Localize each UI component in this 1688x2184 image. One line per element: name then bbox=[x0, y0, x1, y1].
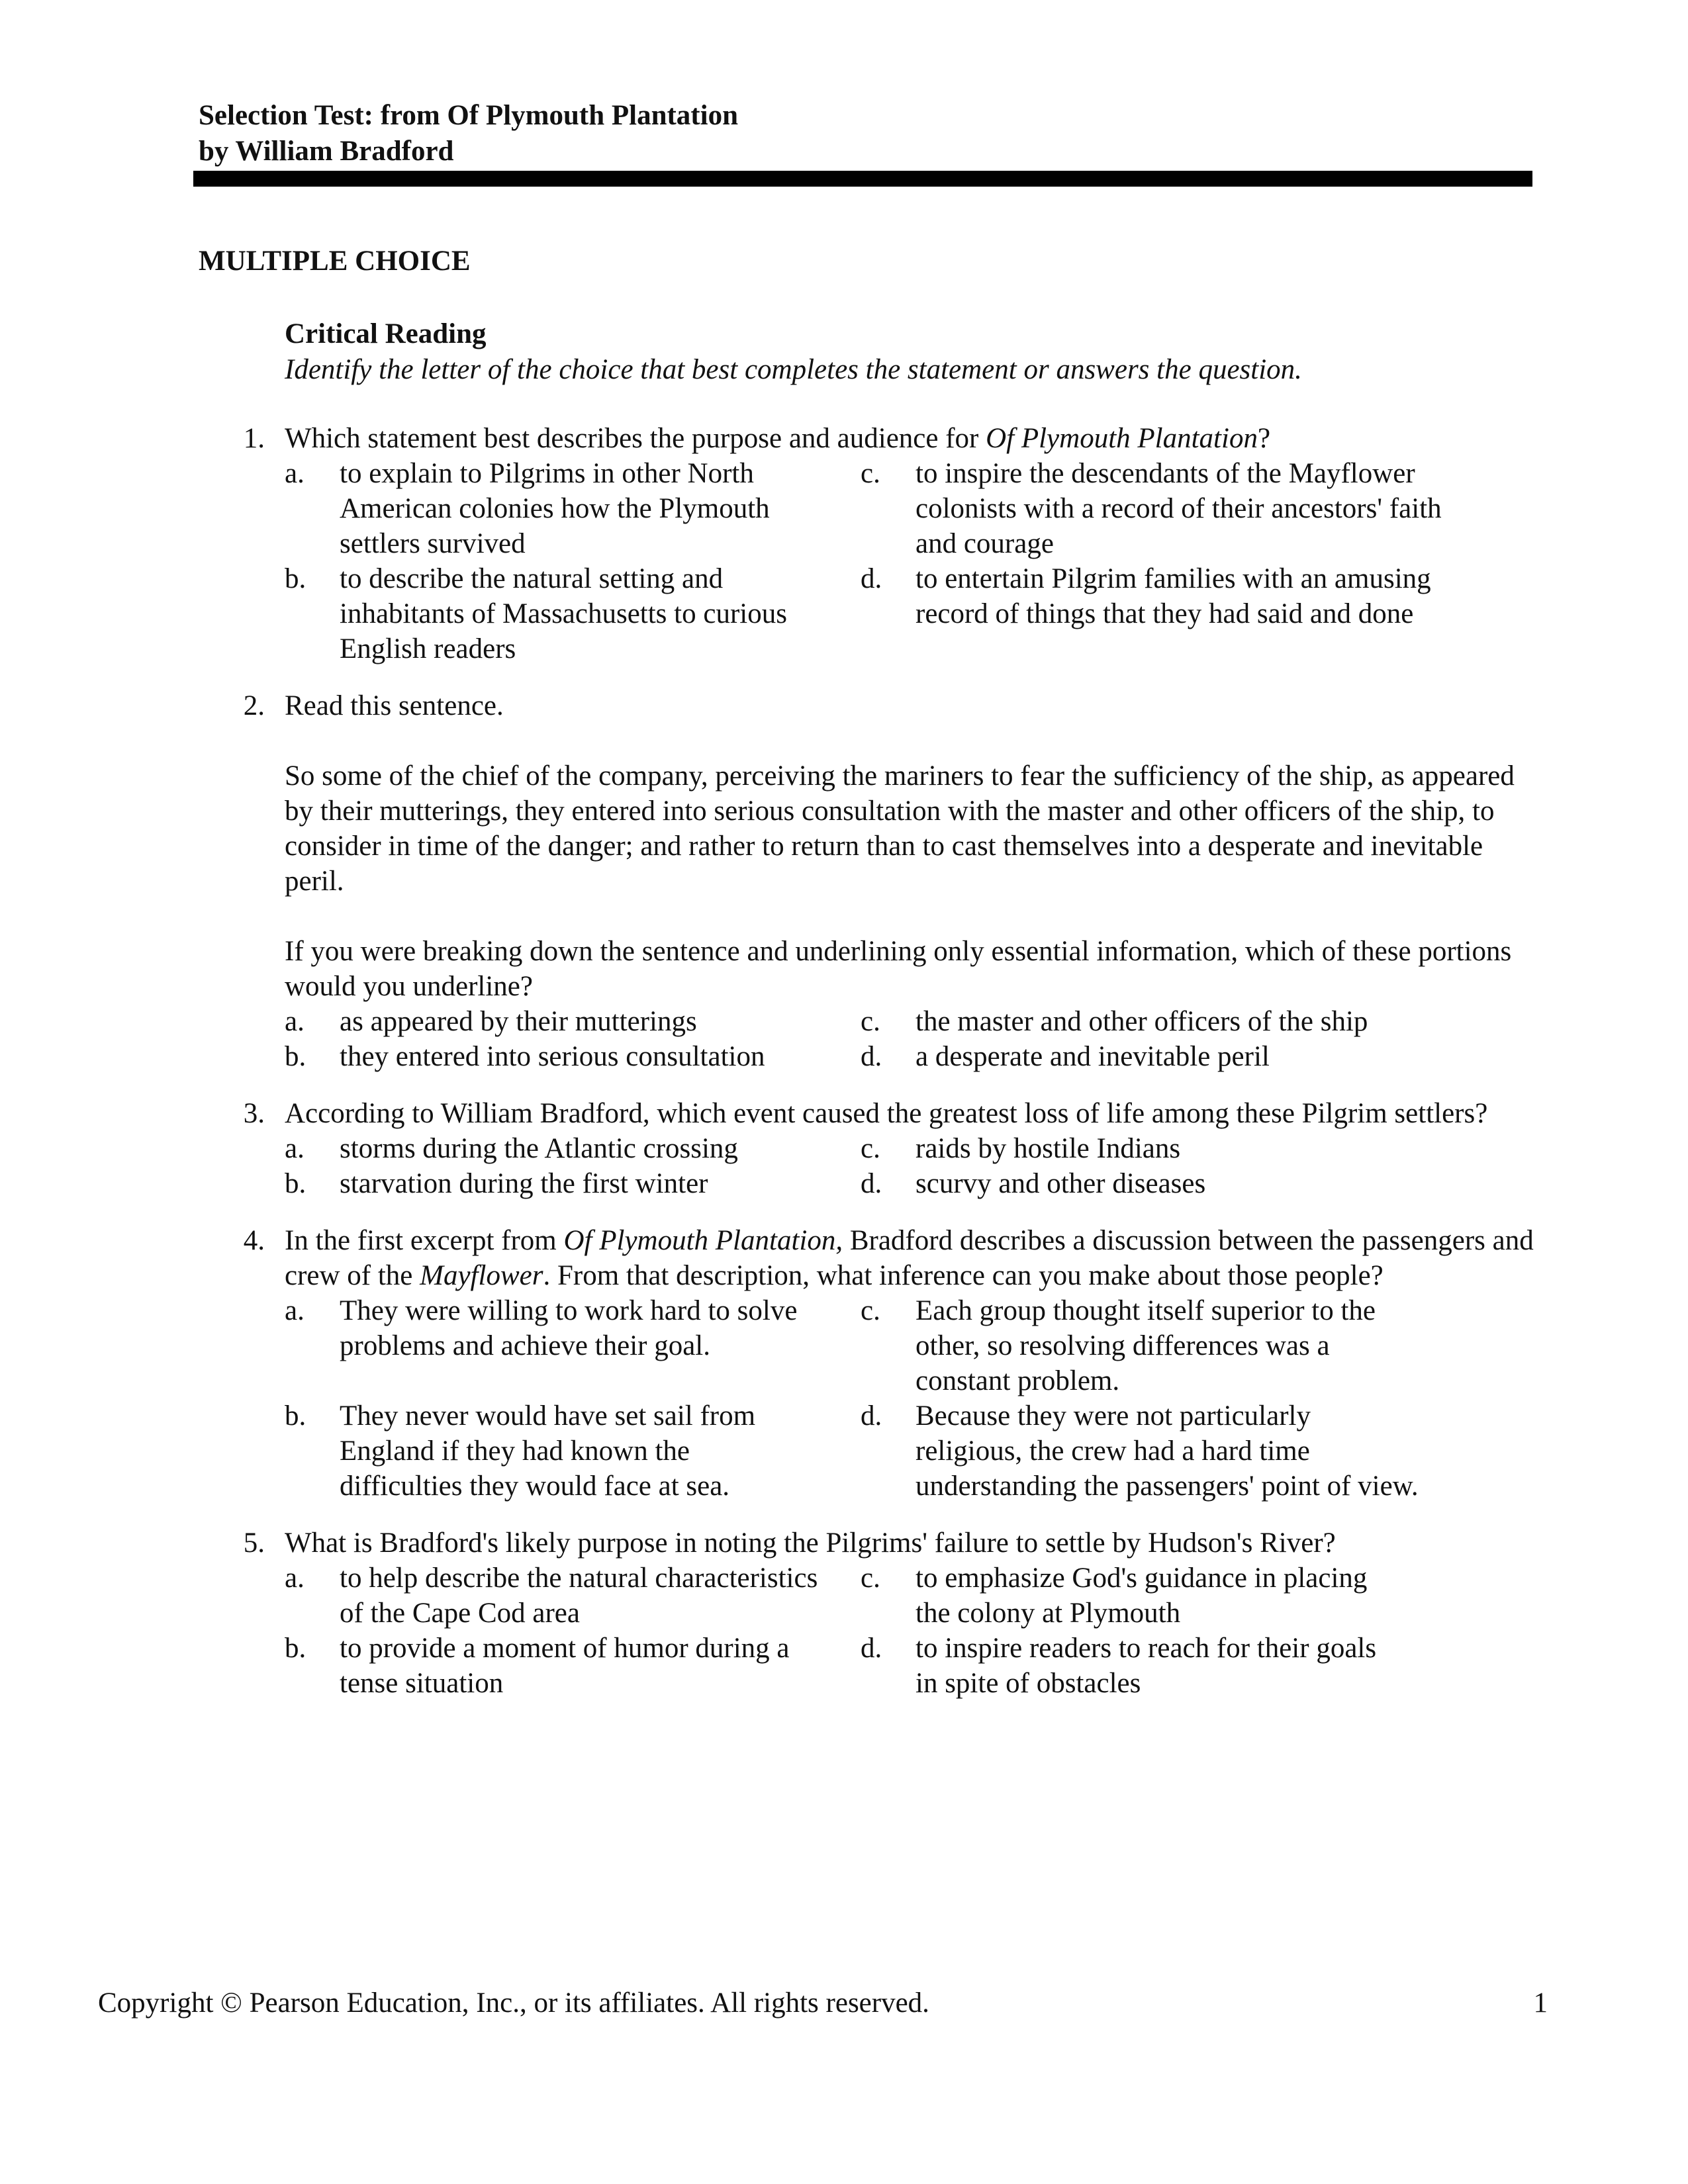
question-text: What is Bradford's likely purpose in noting the Pilgrims' failure to settle by Hudson's River? bbox=[285, 1527, 1336, 1559]
choice-a[interactable]: a. They were willing to work hard to solve problems and achieve their goal. bbox=[285, 1295, 798, 1361]
question-number: 2. bbox=[243, 690, 265, 721]
choice-c[interactable]: c. Each group thought itself superior to the other, so resolving differences was a constant problem. bbox=[861, 1295, 1376, 1396]
choice-b[interactable]: b. starvation during the first winter bbox=[285, 1168, 708, 1199]
question-3 bbox=[225, 1096, 1542, 1201]
choices bbox=[285, 1561, 1542, 1701]
page-footer bbox=[98, 1985, 1548, 2021]
question-5 bbox=[225, 1525, 1542, 1701]
choice-b[interactable]: b. they entered into serious consultation bbox=[285, 1041, 765, 1072]
question-list bbox=[225, 421, 1542, 1701]
choice-c[interactable]: c. raids by hostile Indians bbox=[861, 1133, 1181, 1164]
page-header bbox=[199, 98, 1532, 169]
question-4 bbox=[225, 1223, 1542, 1504]
question-number: 3. bbox=[243, 1098, 265, 1129]
section-instructions: Identify the letter of the choice that best completes the statement or answers the question. bbox=[285, 354, 1302, 385]
question-number: 1. bbox=[243, 423, 265, 454]
choices bbox=[285, 456, 1542, 666]
question-text: Which statement best describes the purpose and audience for Of Plymouth Plantation? bbox=[285, 423, 1271, 454]
choices bbox=[285, 1131, 1542, 1201]
section-title: MULTIPLE CHOICE bbox=[199, 246, 471, 277]
question-text: Read this sentence. bbox=[285, 690, 504, 721]
choice-b[interactable]: b. to provide a moment of humor during a tense situation bbox=[285, 1633, 790, 1699]
header-rule-divider bbox=[193, 171, 1532, 187]
choice-d[interactable]: d. to entertain Pilgrim families with an amusing record of things that they had said and done bbox=[861, 563, 1431, 629]
question-text: In the first excerpt from Of Plymouth Plantation, Bradford describes a discussion between the passengers and crew of the Mayflower. From that description, what inference can you make about those people? bbox=[285, 1225, 1534, 1291]
question-number: 5. bbox=[243, 1527, 265, 1559]
question-prompt: If you were breaking down the sentence and underlining only essential information, which of these portions would you underline? bbox=[285, 936, 1512, 1002]
choice-d[interactable]: d. a desperate and inevitable peril bbox=[861, 1041, 1270, 1072]
quoted-passage: So some of the chief of the company, perceiving the mariners to fear the sufficiency of the ship, as appeared by their mutterings, they entered into serious consultation with the master and other officers of the ship, to consider in time of the danger; and rather to return than to cast themselves into a desperate and inevitable peril. bbox=[285, 760, 1515, 897]
choices bbox=[285, 1293, 1542, 1504]
copyright-notice: Copyright © Pearson Education, Inc., or its affiliates. All rights reserved. bbox=[98, 1987, 929, 2019]
choice-c[interactable]: c. to inspire the descendants of the Mayflower colonists with a record of their ancestors' faith and courage bbox=[861, 458, 1442, 559]
choice-b[interactable]: b. They never would have set sail from England if they had known the difficulties they would face at sea. bbox=[285, 1400, 756, 1502]
header-title-line1: Selection Test: from Of Plymouth Plantation bbox=[199, 100, 738, 131]
choice-c[interactable]: c. to emphasize God's guidance in placing the colony at Plymouth bbox=[861, 1563, 1368, 1629]
choice-c[interactable]: c. the master and other officers of the ship bbox=[861, 1006, 1368, 1037]
choices bbox=[285, 1004, 1542, 1074]
section-subtitle: Critical Reading bbox=[285, 318, 487, 349]
page-number: 1 bbox=[1533, 1987, 1548, 2019]
question-2 bbox=[225, 688, 1542, 1074]
question-text: According to William Bradford, which event caused the greatest loss of life among these Pilgrim settlers? bbox=[285, 1098, 1488, 1129]
choice-a[interactable]: a. as appeared by their mutterings bbox=[285, 1006, 697, 1037]
choice-b[interactable]: b. to describe the natural setting and inhabitants of Massachusetts to curious English readers bbox=[285, 563, 787, 664]
header-title-line2: by William Bradford bbox=[199, 136, 454, 167]
choice-a[interactable]: a. storms during the Atlantic crossing bbox=[285, 1133, 738, 1164]
choice-d[interactable]: d. to inspire readers to reach for their goals in spite of obstacles bbox=[861, 1633, 1377, 1699]
question-1 bbox=[225, 421, 1542, 666]
choice-d[interactable]: d. scurvy and other diseases bbox=[861, 1168, 1206, 1199]
choice-a[interactable]: a. to help describe the natural characteristics of the Cape Cod area bbox=[285, 1563, 818, 1629]
choice-a[interactable]: a. to explain to Pilgrims in other North American colonies how the Plymouth settlers survived bbox=[285, 458, 770, 559]
question-number: 4. bbox=[243, 1225, 265, 1256]
section-intro bbox=[285, 316, 1542, 388]
choice-d[interactable]: d. Because they were not particularly religious, the crew had a hard time understanding the passengers' point of view. bbox=[861, 1400, 1419, 1502]
